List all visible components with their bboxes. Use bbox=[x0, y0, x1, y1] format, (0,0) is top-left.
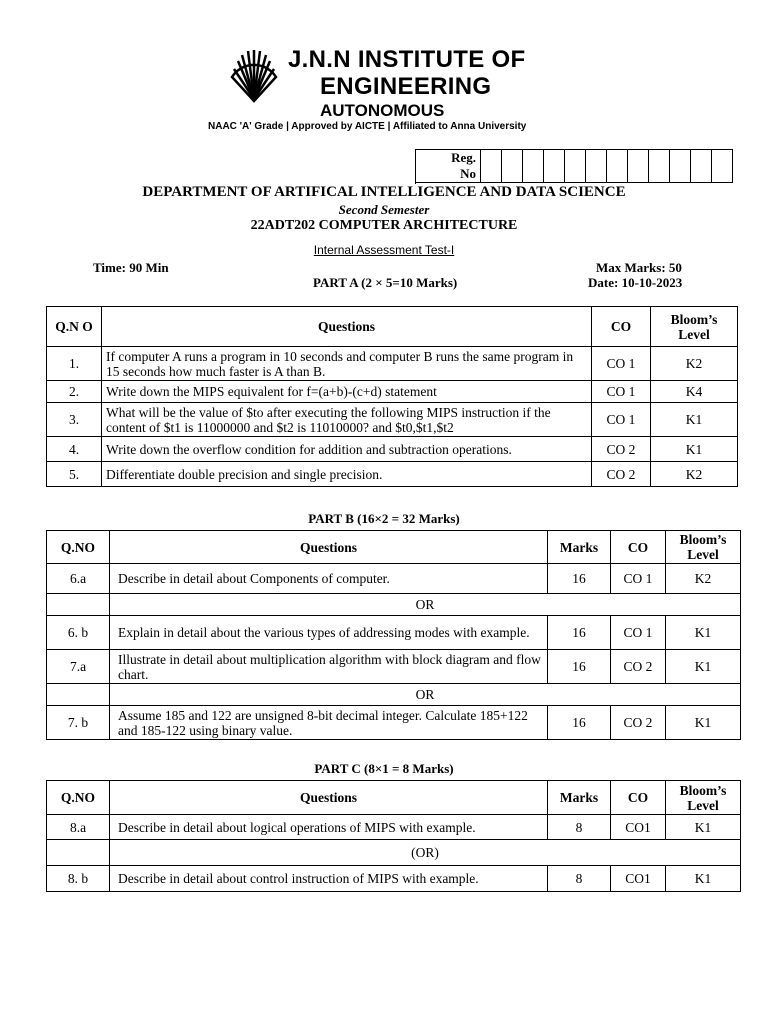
reg-digit-cell[interactable] bbox=[586, 150, 607, 183]
question-cell: If computer A runs a program in 10 seconds and computer B runs the same program in 15 seconds how much faster is A than B. bbox=[102, 347, 592, 381]
qno-cell: 4. bbox=[47, 437, 102, 462]
part-b-table bbox=[46, 530, 741, 740]
co-cell: CO 2 bbox=[611, 706, 666, 740]
reg-digit-cell[interactable] bbox=[565, 150, 586, 183]
col-questions: Questions bbox=[110, 531, 548, 564]
date-label: Date: 10-10-2023 bbox=[588, 275, 683, 290]
reg-no-label bbox=[416, 150, 481, 183]
reg-digit-cell[interactable] bbox=[481, 150, 502, 183]
part-c-table bbox=[46, 780, 741, 892]
col-marks: Marks bbox=[548, 531, 611, 564]
bloom-cell: K1 bbox=[666, 616, 741, 650]
table-row bbox=[47, 437, 738, 462]
or-divider: (OR) bbox=[110, 840, 741, 866]
question-cell: Describe in detail about logical operations of MIPS with example. bbox=[110, 815, 548, 840]
table-row bbox=[47, 381, 738, 403]
co-cell: CO 2 bbox=[592, 462, 651, 487]
bloom-cell: K1 bbox=[651, 403, 738, 437]
or-row bbox=[47, 840, 741, 866]
col-qno bbox=[47, 307, 102, 347]
co-cell: CO 1 bbox=[611, 564, 666, 594]
marks-cell: 16 bbox=[548, 706, 611, 740]
table-row bbox=[47, 706, 741, 740]
reg-digit-cell[interactable] bbox=[607, 150, 628, 183]
reg-digit-cell[interactable] bbox=[502, 150, 523, 183]
reg-no-box bbox=[415, 149, 733, 183]
marks-cell: 16 bbox=[548, 650, 611, 684]
or-empty-cell bbox=[47, 594, 110, 616]
table-row bbox=[47, 564, 741, 594]
marks-cell: 16 bbox=[548, 616, 611, 650]
part-c-title: PART C (8×1 = 8 Marks) bbox=[314, 761, 454, 776]
course-title: 22ADT202 COMPUTER ARCHITECTURE bbox=[250, 218, 518, 233]
qno-cell: 6.a bbox=[47, 564, 110, 594]
table-row bbox=[47, 347, 738, 381]
department-title: DEPARTMENT OF ARTIFICAL INTELLIGENCE AND DATA SCIENCE bbox=[142, 184, 626, 200]
or-divider: OR bbox=[110, 684, 741, 706]
or-row bbox=[47, 594, 741, 616]
institute-logo-icon bbox=[230, 47, 278, 103]
institute-name-line2: ENGINEERING bbox=[320, 73, 492, 100]
part-a-title: PART A (2 × 5=10 Marks) bbox=[313, 275, 458, 290]
reg-digit-cell[interactable] bbox=[670, 150, 691, 183]
max-marks-label: Max Marks: 50 bbox=[596, 260, 682, 275]
table-header-row bbox=[47, 531, 741, 564]
qno-cell: 3. bbox=[47, 403, 102, 437]
or-empty-cell bbox=[47, 840, 110, 866]
co-cell: CO1 bbox=[611, 866, 666, 892]
marks-cell: 8 bbox=[548, 866, 611, 892]
question-cell: Write down the MIPS equivalent for f=(a+b)-(c+d) statement bbox=[102, 381, 592, 403]
bloom-cell: K2 bbox=[651, 347, 738, 381]
col-co: CO bbox=[592, 307, 651, 347]
qno-cell: 7.a bbox=[47, 650, 110, 684]
question-cell: Differentiate double precision and single precision. bbox=[102, 462, 592, 487]
qno-cell: 8. b bbox=[47, 866, 110, 892]
header-text: Q.N O bbox=[55, 319, 93, 334]
reg-digit-cell[interactable] bbox=[691, 150, 712, 183]
part-a-table bbox=[46, 306, 738, 487]
qno-cell: 2. bbox=[47, 381, 102, 403]
col-questions: Questions bbox=[110, 781, 548, 815]
reg-digit-cell[interactable] bbox=[628, 150, 649, 183]
time-label: Time: 90 Min bbox=[93, 260, 169, 275]
reg-digit-cell[interactable] bbox=[712, 150, 733, 183]
qno-cell: 6. b bbox=[47, 616, 110, 650]
semester-label: Second Semester bbox=[338, 202, 430, 217]
qno-cell: 1. bbox=[47, 347, 102, 381]
co-cell: CO 1 bbox=[592, 403, 651, 437]
table-row bbox=[47, 462, 738, 487]
question-cell: Write down the overflow condition for addition and subtraction operations. bbox=[102, 437, 592, 462]
col-marks: Marks bbox=[548, 781, 611, 815]
question-cell: Describe in detail about Components of computer. bbox=[110, 564, 548, 594]
marks-cell: 8 bbox=[548, 815, 611, 840]
qno-cell: 8.a bbox=[47, 815, 110, 840]
col-bloom: Bloom’s Level bbox=[666, 781, 741, 815]
co-cell: CO 1 bbox=[592, 381, 651, 403]
bloom-cell: K4 bbox=[651, 381, 738, 403]
question-cell: Describe in detail about control instruction of MIPS with example. bbox=[110, 866, 548, 892]
table-row bbox=[47, 650, 741, 684]
bloom-cell: K1 bbox=[651, 437, 738, 462]
col-questions: Questions bbox=[102, 307, 592, 347]
or-row bbox=[47, 684, 741, 706]
co-cell: CO 1 bbox=[592, 347, 651, 381]
reg-label-1: Reg. bbox=[451, 150, 476, 165]
question-cell: Explain in detail about the various types of addressing modes with example. bbox=[110, 616, 548, 650]
question-cell: Illustrate in detail about multiplication algorithm with block diagram and flow chart. bbox=[110, 650, 548, 684]
col-co: CO bbox=[611, 531, 666, 564]
co-cell: CO 1 bbox=[611, 616, 666, 650]
table-header-row bbox=[47, 307, 738, 347]
table-row bbox=[47, 403, 738, 437]
question-cell: What will be the value of $to after executing the following MIPS instruction if the content of $t1 is 11000000 and $t2 is 11010000? and $t0,$t1,$t2 bbox=[102, 403, 592, 437]
bloom-cell: K1 bbox=[666, 815, 741, 840]
table-row bbox=[47, 815, 741, 840]
part-b-title: PART B (16×2 = 32 Marks) bbox=[308, 511, 460, 526]
bloom-cell: K2 bbox=[651, 462, 738, 487]
table-row bbox=[47, 866, 741, 892]
co-cell: CO 2 bbox=[611, 650, 666, 684]
institute-name-line1: J.N.N INSTITUTE OF bbox=[288, 46, 526, 73]
bloom-cell: K1 bbox=[666, 650, 741, 684]
bloom-cell: K2 bbox=[666, 564, 741, 594]
col-qno: Q.NO bbox=[47, 531, 110, 564]
accreditation-line: NAAC 'A' Grade | Approved by AICTE | Affiliated to Anna University bbox=[208, 121, 527, 132]
autonomous-label: AUTONOMOUS bbox=[320, 101, 445, 120]
col-co: CO bbox=[611, 781, 666, 815]
marks-cell: 16 bbox=[548, 564, 611, 594]
qno-cell: 7. b bbox=[47, 706, 110, 740]
question-cell: Assume 185 and 122 are unsigned 8-bit decimal integer. Calculate 185+122 and 185-122 using binary value. bbox=[110, 706, 548, 740]
co-cell: CO1 bbox=[611, 815, 666, 840]
test-name: Internal Assessment Test-I bbox=[313, 243, 455, 257]
reg-label-2: No bbox=[460, 166, 476, 181]
bloom-cell: K1 bbox=[666, 706, 741, 740]
col-qno: Q.NO bbox=[47, 781, 110, 815]
reg-digit-cell[interactable] bbox=[649, 150, 670, 183]
co-cell: CO 2 bbox=[592, 437, 651, 462]
col-bloom: Bloom’s Level bbox=[666, 531, 741, 564]
bloom-cell: K1 bbox=[666, 866, 741, 892]
or-divider: OR bbox=[110, 594, 741, 616]
table-header-row bbox=[47, 781, 741, 815]
qno-cell: 5. bbox=[47, 462, 102, 487]
col-bloom: Bloom’s Level bbox=[651, 307, 738, 347]
or-empty-cell bbox=[47, 684, 110, 706]
table-row bbox=[47, 616, 741, 650]
reg-digit-cell[interactable] bbox=[523, 150, 544, 183]
reg-digit-cell[interactable] bbox=[544, 150, 565, 183]
